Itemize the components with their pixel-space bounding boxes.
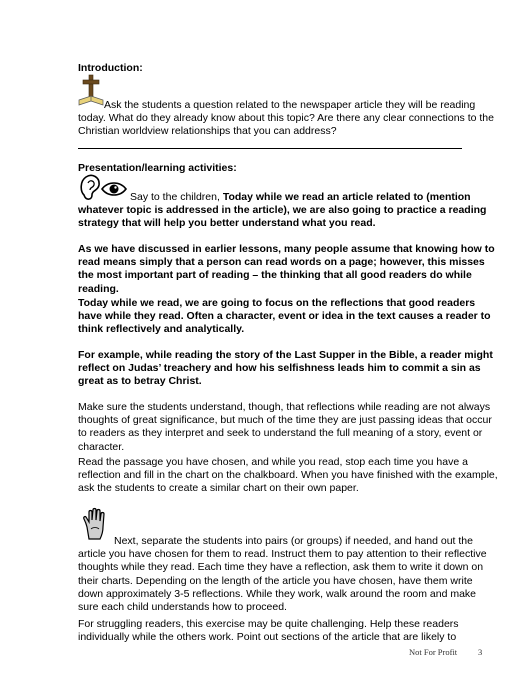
introduction-heading: Introduction: [78,62,143,74]
say-bold-text: Today while we read an article related to (mention whatever topic is addressed in the article), we are also going to practice a reading strategy that will help you better understand what you read. [78,191,487,230]
paragraph-make-sure: Make sure the students understand, though, that reflections while reading are not always thoughts of great significance, but much of the time they are just passing ideas that occur to readers as they interpret and seek to understand the full meaning of a story, event or character. [78,401,492,453]
say-lead-text: Say to the children, [130,191,220,203]
paragraph-last-supper-example: For example, while reading the story of the Last Supper in the Bible, a reader might reflect on Judas’ treachery and how his selfishness leads him to commit a sin as great as to betray Christ. [78,349,493,388]
paragraph-struggling-readers: For struggling readers, this exercise may be quite challenging. Help these readers individually while the others work. Point out sections of the article that are likely to [78,618,459,644]
paragraph-earlier-lessons: As we have discussed in earlier lessons, many people assume that knowing how to read means simply that a person can read words on a page; however, this misses the most important part of reading – the thinking that all good readers do while reading. [78,243,495,295]
introduction-text-body: Ask the students a question related to the newspaper article they will be reading today. What do they already know about this topic? Are there any clear connections to the Christian worldview relationships that you can address? [78,99,494,138]
paragraph-today-reflections: Today while we read, we are going to focus on the reflections that good readers have while they read. Often a character, event or idea in the text causes a reader to think reflectively and analytically. [78,297,491,336]
footer-label: Not For Profit [409,647,458,657]
presentation-heading: Presentation/learning activities: [78,162,237,174]
introduction-text [78,99,498,139]
page-number: 3 [478,647,483,657]
paragraph-read-passage: Read the passage you have chosen, and while you read, stop each time you have a reflection and fill in the chart on the chalkboard. When you have finished with the example, ask the students to create a similar chart on their own paper. [78,456,498,495]
say-to-children-paragraph [78,191,498,231]
paragraph-next-separate [78,535,498,614]
section-divider [78,148,462,149]
next-separate-text: Next, separate the students into pairs (or groups) if needed, and hand out the article you have chosen for them to read. Instruct them to pay attention to their reflective thoughts while they read. Each time they have a reflection, ask them to write it down on their charts. Depending on the length of the article you have chosen, have them write down approximately 3-5 reflections. While they work, walk around the room and make sure each child understands how to proceed. [78,535,487,614]
